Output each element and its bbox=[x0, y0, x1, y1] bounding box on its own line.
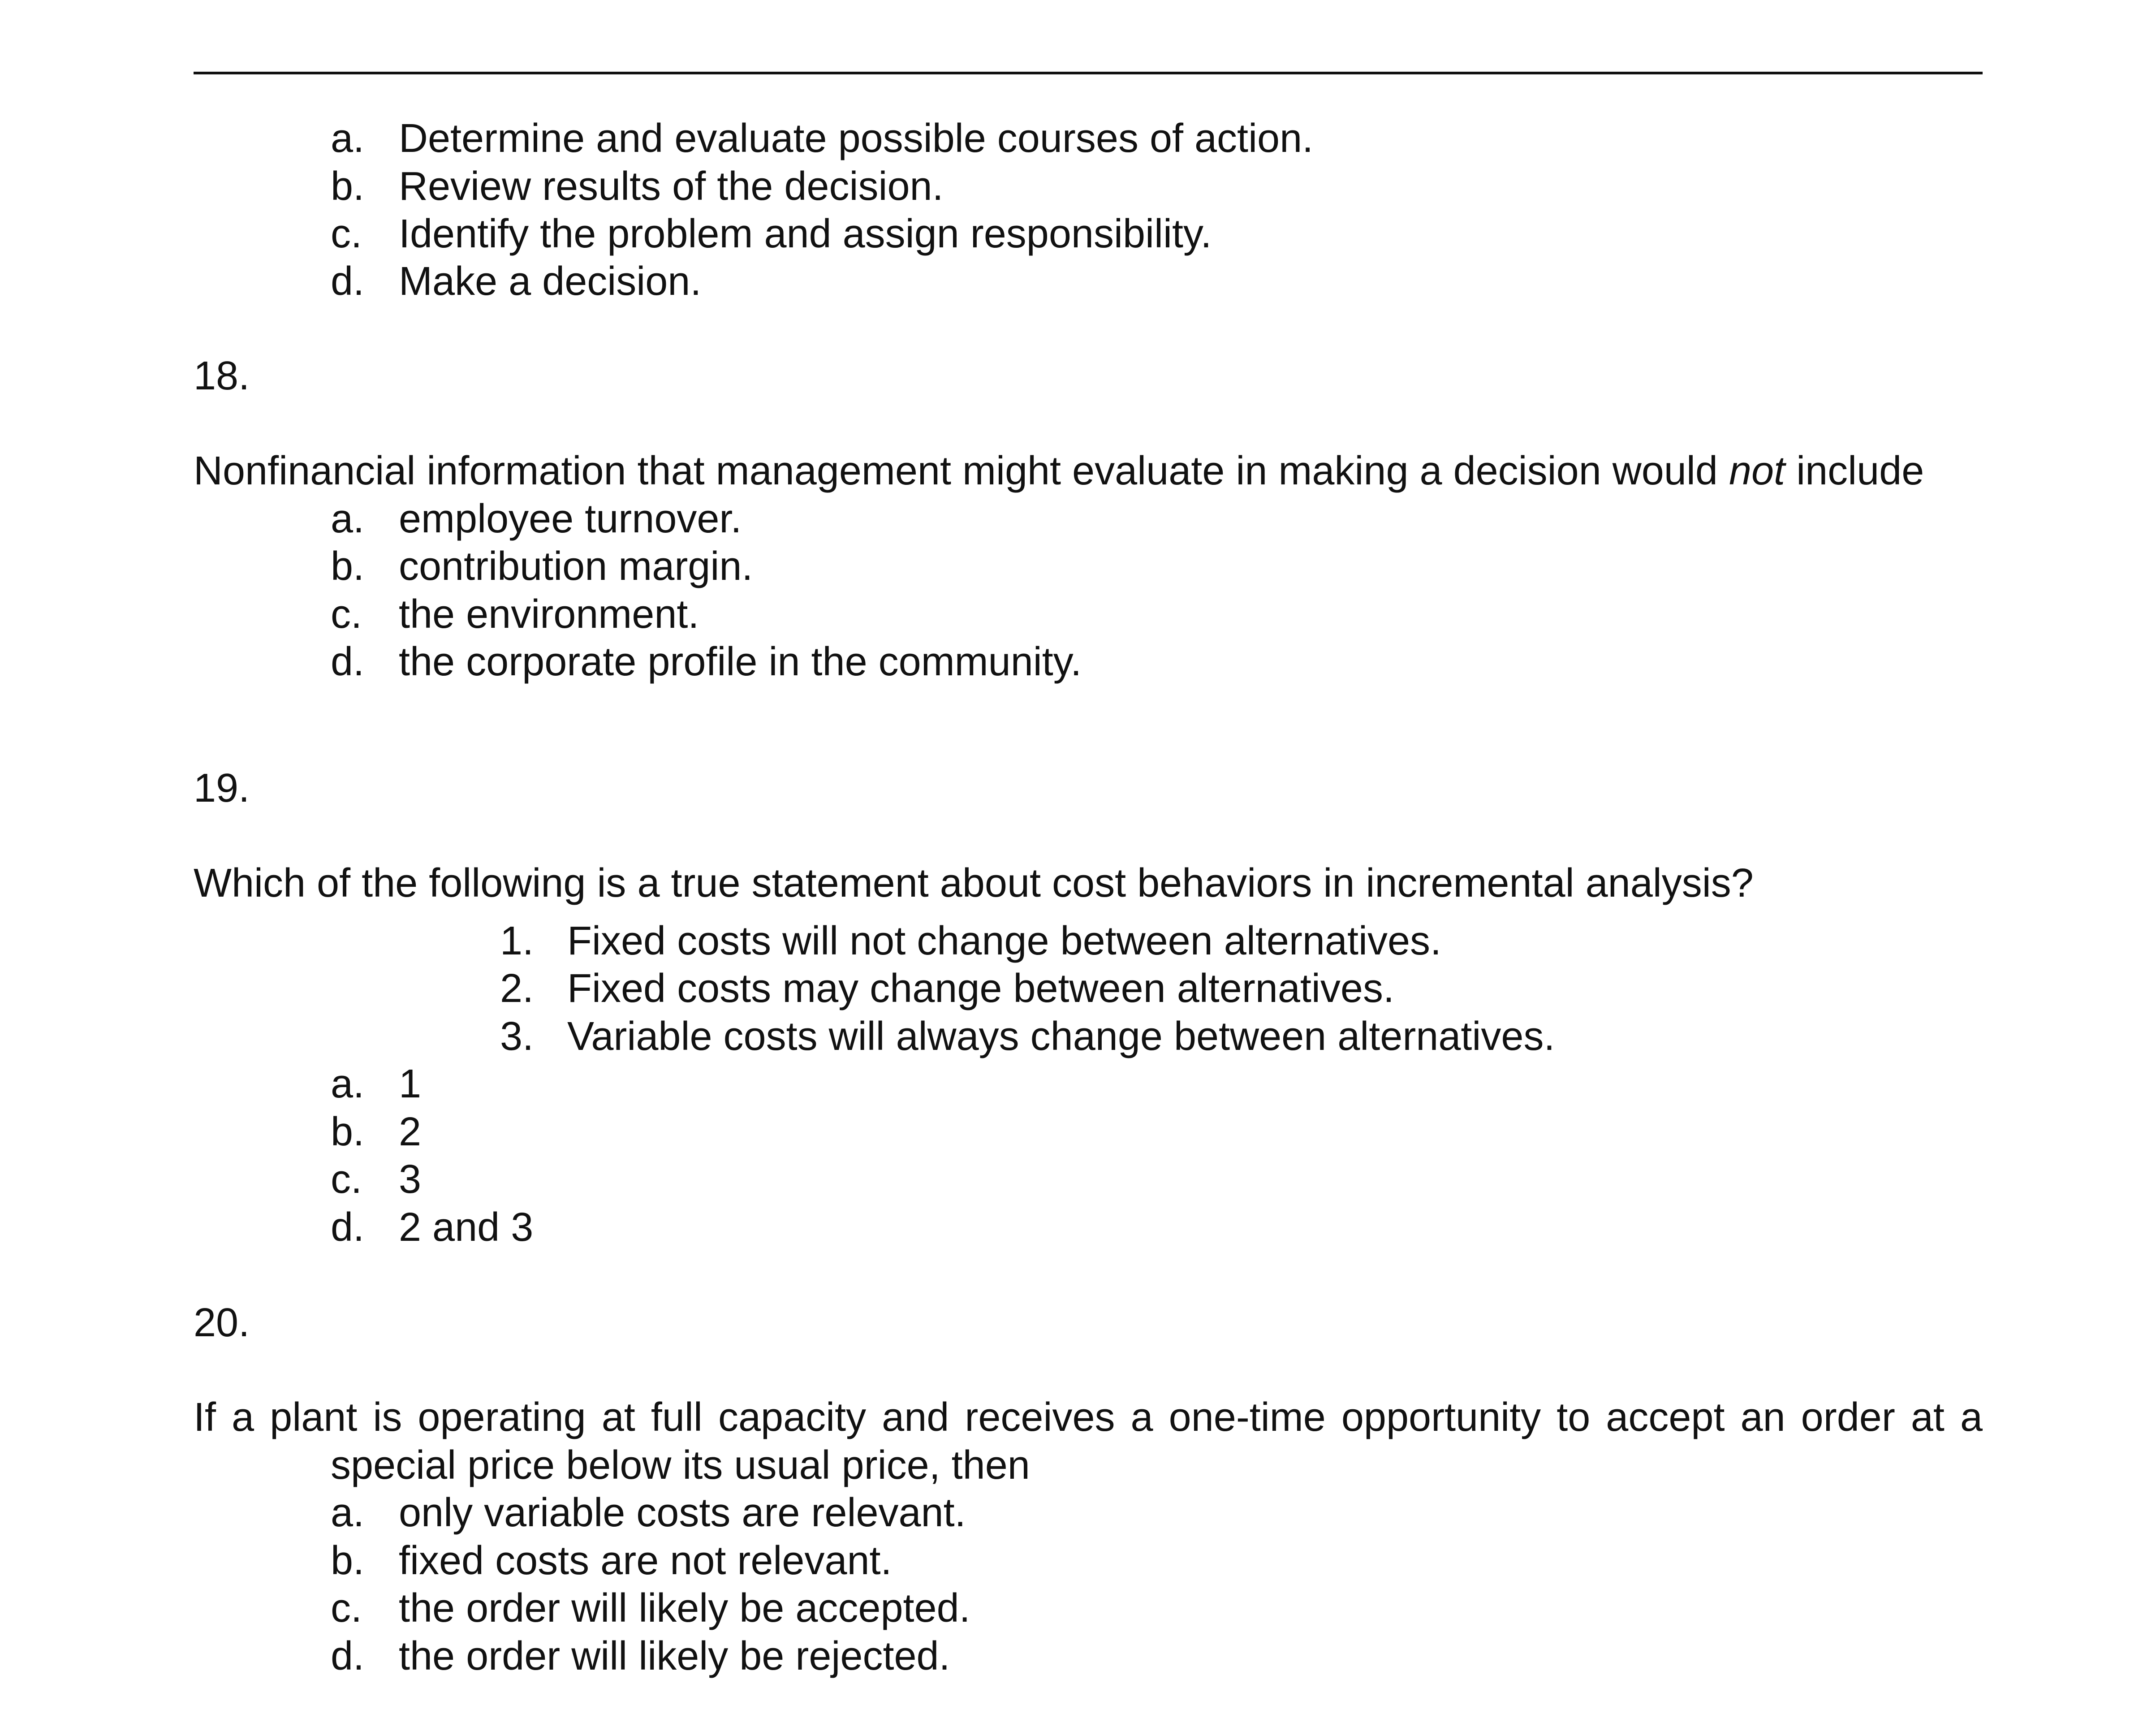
option-text: Identify the problem and assign responsibility. bbox=[399, 212, 1212, 256]
option-text: 3 bbox=[399, 1157, 422, 1202]
option-label: d. bbox=[331, 1205, 365, 1250]
question-number-19: 19. bbox=[194, 766, 250, 811]
option-text: employee turnover. bbox=[399, 496, 742, 541]
option-18d bbox=[331, 638, 1082, 686]
option-label: b. bbox=[331, 1110, 365, 1154]
question-stem-20-line2: special price below its usual price, then bbox=[331, 1443, 1030, 1488]
option-text: the environment. bbox=[399, 592, 699, 637]
option-17d bbox=[331, 258, 701, 306]
option-18a bbox=[331, 495, 742, 543]
question-stem-18 bbox=[194, 447, 1924, 495]
question-number-20: 20. bbox=[194, 1300, 250, 1345]
option-label: a. bbox=[331, 116, 365, 161]
option-label: b. bbox=[331, 164, 365, 209]
statement-19-1 bbox=[500, 917, 1441, 965]
stem-text-end: include bbox=[1785, 449, 1924, 493]
option-text: 2 bbox=[399, 1110, 422, 1154]
statement-text: Variable costs will always change between alternatives. bbox=[567, 1014, 1555, 1059]
option-18b bbox=[331, 543, 753, 591]
option-text: fixed costs are not relevant. bbox=[399, 1538, 892, 1583]
option-label: a. bbox=[331, 1062, 365, 1106]
option-17a bbox=[331, 115, 1313, 163]
option-text: the corporate profile in the community. bbox=[399, 639, 1082, 684]
statement-label: 1. bbox=[500, 919, 534, 963]
option-20a bbox=[331, 1489, 966, 1537]
statement-text: Fixed costs may change between alternatives. bbox=[567, 966, 1394, 1011]
top-rule bbox=[194, 72, 1983, 74]
option-18c bbox=[331, 591, 699, 639]
option-20b bbox=[331, 1537, 892, 1585]
option-label: a. bbox=[331, 496, 365, 541]
stem-text: Nonfinancial information that management might evaluate in making a decision would bbox=[194, 449, 1729, 493]
option-label: d. bbox=[331, 259, 365, 304]
stem-emphasis: not bbox=[1729, 449, 1785, 493]
option-text: Make a decision. bbox=[399, 259, 702, 304]
option-17c bbox=[331, 210, 1212, 258]
option-label: a. bbox=[331, 1490, 365, 1535]
question-stem-20-line1: If a plant is operating at full capacity and receives a one-time opportunity to accept an order at a bbox=[194, 1395, 1983, 1440]
statement-label: 3. bbox=[500, 1014, 534, 1059]
option-text: the order will likely be rejected. bbox=[399, 1634, 950, 1679]
option-label: d. bbox=[331, 639, 365, 684]
statement-19-2 bbox=[500, 965, 1394, 1013]
option-label: c. bbox=[331, 1157, 362, 1202]
option-label: c. bbox=[331, 592, 362, 637]
option-17b bbox=[331, 163, 944, 211]
option-20d bbox=[331, 1632, 950, 1680]
option-19a bbox=[331, 1060, 421, 1108]
statement-label: 2. bbox=[500, 966, 534, 1011]
option-19b bbox=[331, 1108, 421, 1156]
option-text: Review results of the decision. bbox=[399, 164, 944, 209]
option-label: c. bbox=[331, 212, 362, 256]
option-label: b. bbox=[331, 1538, 365, 1583]
option-20c bbox=[331, 1584, 970, 1632]
option-text: 1 bbox=[399, 1062, 422, 1106]
statement-19-3 bbox=[500, 1013, 1555, 1061]
statement-text: Fixed costs will not change between alternatives. bbox=[567, 919, 1442, 963]
option-text: only variable costs are relevant. bbox=[399, 1490, 966, 1535]
option-19d bbox=[331, 1204, 533, 1252]
option-text: the order will likely be accepted. bbox=[399, 1586, 970, 1631]
option-label: c. bbox=[331, 1586, 362, 1631]
option-label: d. bbox=[331, 1634, 365, 1679]
option-text: Determine and evaluate possible courses of action. bbox=[399, 116, 1314, 161]
option-text: contribution margin. bbox=[399, 544, 753, 589]
option-19c bbox=[331, 1156, 421, 1204]
question-number-18: 18. bbox=[194, 354, 250, 398]
option-label: b. bbox=[331, 544, 365, 589]
question-stem-19: Which of the following is a true statement about cost behaviors in incremental analysis? bbox=[194, 861, 1754, 906]
option-text: 2 and 3 bbox=[399, 1205, 534, 1250]
